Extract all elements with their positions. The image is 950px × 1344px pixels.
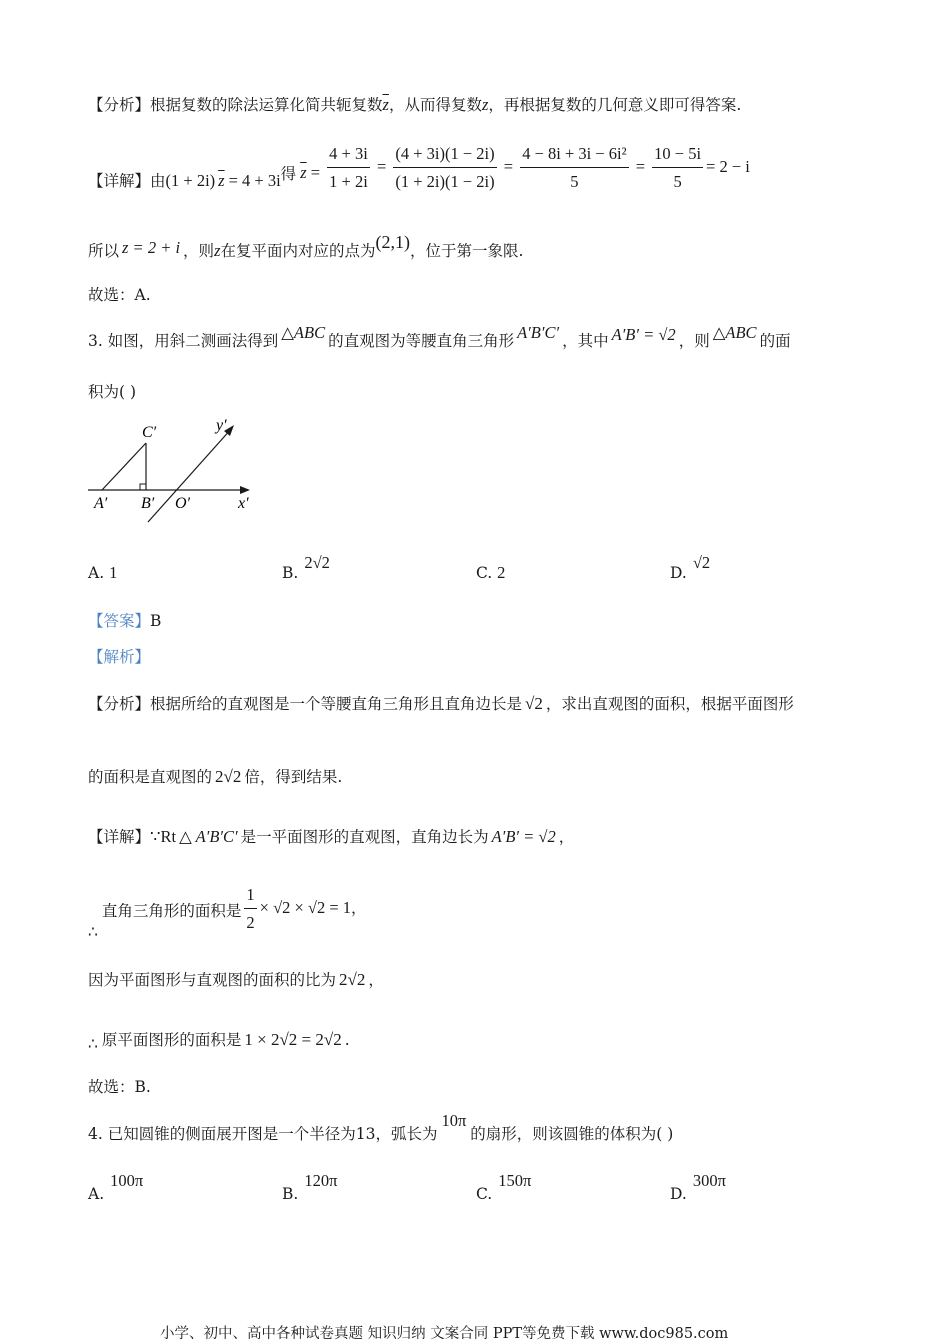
q4-option-b: B.120π <box>282 1171 338 1203</box>
option-b: B.2√2 <box>282 553 330 582</box>
label-b: B′ <box>141 495 155 512</box>
z-bar: $\overline{z}$ <box>382 95 389 114</box>
detail-tag: 【详解】 <box>88 172 151 190</box>
q4-option-a: A.100π <box>88 1171 144 1203</box>
analysis-3-line2: 的面积是直观图的 2√2 倍，得到结果. <box>88 767 343 786</box>
label-c: C′ <box>142 424 157 441</box>
option-c: C. 2 <box>476 563 506 582</box>
label-x: x′ <box>238 495 249 512</box>
detail-3-area: ∴直角三角形的面积是 $\frac{1}{2}$ × √2 × √2 = 1， <box>88 885 367 941</box>
oblique-diagram <box>86 415 266 527</box>
choose-1: 故选：A. <box>88 286 151 304</box>
right-angle-mark <box>140 484 146 490</box>
jiexi-tag: 【解析】 <box>88 648 151 666</box>
q4-option-d: D.300π <box>670 1171 726 1203</box>
answer-value: B <box>150 612 162 630</box>
label-y: y′ <box>216 417 227 434</box>
fraction-1: $\frac{4 + 3i}{1 + 2i}$ <box>329 144 368 191</box>
q4-option-c: C.150π <box>476 1171 532 1203</box>
fraction-half: $\frac{1}{2}$ <box>246 885 255 932</box>
question-3: 3. 如图，用斜二测画法得到 △ABC 的直观图为等腰直角三角形 A′B′C′ ，其中 A′B′ = √2 ，则 △ABC 的面 <box>88 323 791 350</box>
question-4: 4. 已知圆锥的侧面展开图是一个半径为13，弧长为10π的扇形，则该圆锥的体积为( ) <box>88 1111 674 1143</box>
analysis-tag: 【分析】 <box>88 96 151 114</box>
option-a: A. 1 <box>88 563 118 582</box>
fraction-3: $\frac{\text{4 − 8i + 3i − 6i²}}{5}$ <box>522 144 627 191</box>
detail-3-result: ∴ 原平面图形的面积是 1 × 2√2 = 2√2 . <box>88 1030 350 1053</box>
footer: 小学、初中、高中各种试卷真题 知识归纳 文案合同 PPT等免费下载 www.doc985.com <box>160 1326 729 1342</box>
choose-3: 故选：B. <box>88 1078 151 1096</box>
fraction-2: $\frac{(4 + 3i)(1 - 2i)}{(1 + 2i)(1 - 2i)}$ <box>395 144 495 191</box>
option-d: D.√2 <box>670 553 711 582</box>
analysis-3: 【分析】根据所给的直观图是一个等腰直角三角形且直角边长是 √2 ，求出直观图的面积，根据平面图形 <box>88 694 794 713</box>
x-axis-arrow <box>240 486 250 494</box>
question-3-line2: 积为( ) <box>88 383 137 401</box>
fraction-4: $\frac{10 - 5i}{5}$ <box>654 144 702 191</box>
side-a-c <box>102 443 146 490</box>
detail-3: 【详解】∵Rt △ A′B′C′ 是一平面图形的直观图，直角边长为 A′B′ = √2 ， <box>88 827 575 846</box>
detail-3-ratio: 因为平面图形与直观图的面积的比为 2√2 ， <box>88 970 384 989</box>
detail-1: 【详解】由(1 + 2i) $\overline{z} = 4 + 3i$得 $\overline{z}$ = $\frac{4 + 3i}{1 + 2i}$ = $\frac{(4 + 3i)(1 - 2i)}{(1 + 2i)(1 - 2i)}$ = $\frac{\text{4 − 8i + 3i − 6i²}}{5}$ = $\frac{10 - 5i}{5}$ = 2 − i <box>88 144 750 191</box>
conclusion-line: 所以 z = 2 + i ，则z在复平面内对应的点为(2,1)，位于第一象限. <box>88 232 524 260</box>
answer-tag: 【答案】 <box>88 612 151 630</box>
answer-line <box>88 611 161 631</box>
label-o: O′ <box>175 495 191 512</box>
analysis-1: 【分析】根据复数的除法运算化简共轭复数$\overline{z}$，从而得复数z，再根据复数的几何意义即可得答案. <box>88 95 742 114</box>
label-a: A′ <box>94 495 108 512</box>
